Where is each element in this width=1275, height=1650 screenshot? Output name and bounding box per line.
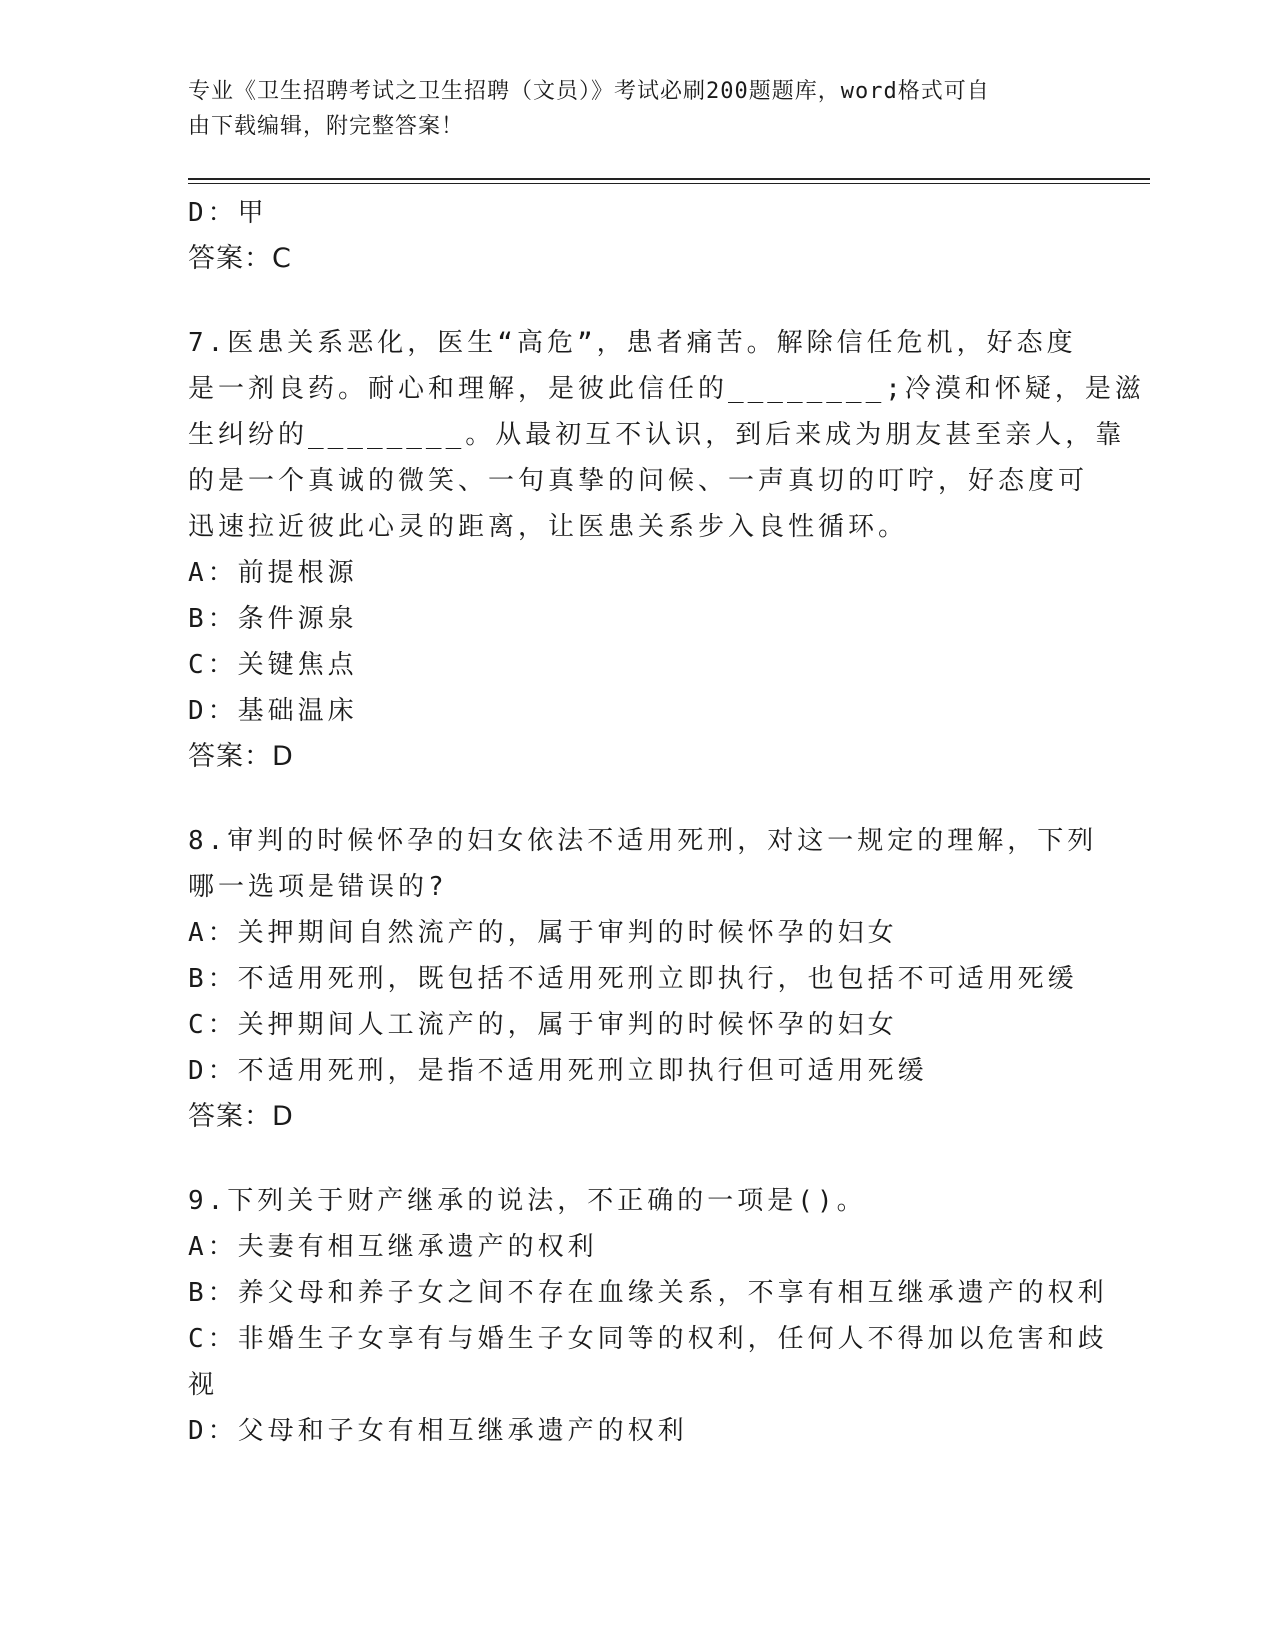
question-7-answer: 答案：D <box>188 741 294 772</box>
page-header <box>188 74 1068 144</box>
question-9-option-d: D：父母和子女有相互继承遗产的权利 <box>188 1416 688 1446</box>
header-rule-thin <box>188 183 1150 184</box>
question-8-option-c: C：关押期间人工流产的，属于审判的时候怀孕的妇女 <box>188 1010 898 1040</box>
question-7-option-b: B：条件源泉 <box>188 604 358 634</box>
question-8-option-a: A：关押期间自然流产的，属于审判的时候怀孕的妇女 <box>188 918 898 948</box>
question-9-option-c-continued: 视 <box>188 1370 219 1400</box>
prev-answer: 答案：C <box>188 243 292 274</box>
question-9-option-a: A：夫妻有相互继承遗产的权利 <box>188 1232 598 1262</box>
question-8-answer: 答案：D <box>188 1101 294 1132</box>
spacer <box>188 1140 1078 1178</box>
question-7-line: 生纠纷的________。从最初互不认识，到后来成为朋友甚至亲人，靠 <box>188 420 1126 450</box>
header-line-2: 由下载编辑，附完整答案！ <box>188 114 465 139</box>
question-7-line: 7.医患关系恶化，医生“高危”，患者痛苦。解除信任危机，好态度 <box>188 328 1077 358</box>
header-line-1: 专业《卫生招聘考试之卫生招聘（文员）》考试必刷200题题库，word格式可自 <box>188 79 990 104</box>
question-7-line: 是一剂良药。耐心和理解，是彼此信任的________;冷漠和怀疑，是滋 <box>188 374 1145 404</box>
question-7 <box>188 320 1145 780</box>
question-7-line: 的是一个真诚的微笑、一句真挚的问候、一声真切的叮咛，好态度可 <box>188 466 1089 496</box>
question-8-line: 哪一选项是错误的? <box>188 872 448 902</box>
spacer <box>188 780 1078 818</box>
spacer <box>188 282 1078 320</box>
question-9-option-b: B：养父母和养子女之间不存在血缘关系，不享有相互继承遗产的权利 <box>188 1278 1108 1308</box>
question-8-option-b: B：不适用死刑，既包括不适用死刑立即执行，也包括不可适用死缓 <box>188 964 1078 994</box>
question-7-option-a: A：前提根源 <box>188 558 358 588</box>
question-8 <box>188 818 1098 1140</box>
question-9 <box>188 1178 1108 1454</box>
question-9-line: 9.下列关于财产继承的说法，不正确的一项是()。 <box>188 1186 867 1216</box>
question-7-option-d: D：基础温床 <box>188 696 358 726</box>
document-body <box>188 190 1145 1454</box>
question-7-option-c: C：关键焦点 <box>188 650 358 680</box>
question-7-line: 迅速拉近彼此心灵的距离，让医患关系步入良性循环。 <box>188 512 909 542</box>
prev-option-d: D：甲 <box>188 198 268 228</box>
header-rule-thick <box>188 178 1150 180</box>
question-8-line: 8.审判的时候怀孕的妇女依法不适用死刑，对这一规定的理解，下列 <box>188 826 1098 856</box>
question-8-option-d: D：不适用死刑，是指不适用死刑立即执行但可适用死缓 <box>188 1056 928 1086</box>
question-9-option-c: C：非婚生子女享有与婚生子女同等的权利，任何人不得加以危害和歧 <box>188 1324 1108 1354</box>
